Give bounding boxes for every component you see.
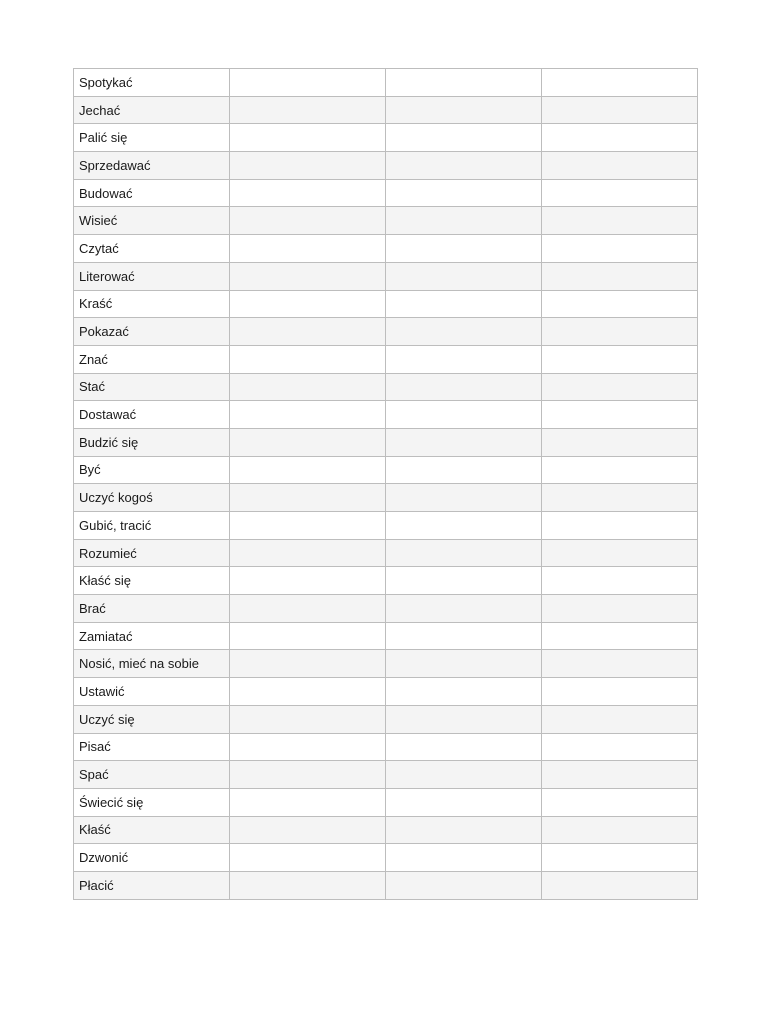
blank-answer-cell — [386, 345, 542, 373]
verb-cell: Czytać — [74, 235, 230, 263]
blank-answer-cell — [542, 512, 698, 540]
blank-answer-cell — [542, 844, 698, 872]
blank-answer-cell — [230, 595, 386, 623]
verb-cell: Jechać — [74, 96, 230, 124]
blank-answer-cell — [542, 207, 698, 235]
blank-answer-cell — [386, 650, 542, 678]
blank-answer-cell — [230, 152, 386, 180]
verb-cell: Palić się — [74, 124, 230, 152]
blank-answer-cell — [542, 622, 698, 650]
blank-answer-cell — [230, 761, 386, 789]
blank-answer-cell — [230, 650, 386, 678]
table-row — [74, 428, 698, 456]
blank-answer-cell — [230, 290, 386, 318]
blank-answer-cell — [230, 567, 386, 595]
blank-answer-cell — [386, 152, 542, 180]
blank-answer-cell — [386, 69, 542, 97]
table-row — [74, 235, 698, 263]
blank-answer-cell — [542, 318, 698, 346]
blank-answer-cell — [386, 235, 542, 263]
table-row — [74, 345, 698, 373]
blank-answer-cell — [542, 373, 698, 401]
blank-answer-cell — [230, 179, 386, 207]
blank-answer-cell — [542, 262, 698, 290]
blank-answer-cell — [386, 484, 542, 512]
verb-cell: Kłaść — [74, 816, 230, 844]
blank-answer-cell — [386, 290, 542, 318]
verb-cell: Pisać — [74, 733, 230, 761]
blank-answer-cell — [230, 69, 386, 97]
blank-answer-cell — [386, 622, 542, 650]
blank-answer-cell — [386, 262, 542, 290]
blank-answer-cell — [230, 207, 386, 235]
verb-cell: Kraść — [74, 290, 230, 318]
blank-answer-cell — [386, 207, 542, 235]
blank-answer-cell — [230, 871, 386, 899]
table-row — [74, 705, 698, 733]
blank-answer-cell — [542, 705, 698, 733]
verb-worksheet-table — [73, 68, 698, 900]
table-row — [74, 733, 698, 761]
blank-answer-cell — [386, 124, 542, 152]
blank-answer-cell — [386, 678, 542, 706]
blank-answer-cell — [230, 345, 386, 373]
blank-answer-cell — [542, 733, 698, 761]
blank-answer-cell — [542, 152, 698, 180]
blank-answer-cell — [542, 428, 698, 456]
blank-answer-cell — [386, 761, 542, 789]
blank-answer-cell — [230, 788, 386, 816]
verb-cell: Brać — [74, 595, 230, 623]
verb-cell: Budować — [74, 179, 230, 207]
blank-answer-cell — [230, 539, 386, 567]
blank-answer-cell — [542, 345, 698, 373]
blank-answer-cell — [230, 456, 386, 484]
verb-cell: Znać — [74, 345, 230, 373]
blank-answer-cell — [230, 262, 386, 290]
blank-answer-cell — [386, 401, 542, 429]
blank-answer-cell — [542, 179, 698, 207]
table-row — [74, 152, 698, 180]
verb-cell: Płacić — [74, 871, 230, 899]
verb-cell: Być — [74, 456, 230, 484]
blank-answer-cell — [542, 96, 698, 124]
blank-answer-cell — [230, 622, 386, 650]
table-row — [74, 761, 698, 789]
table-row — [74, 262, 698, 290]
blank-answer-cell — [230, 96, 386, 124]
table-row — [74, 373, 698, 401]
table-row — [74, 567, 698, 595]
blank-answer-cell — [230, 428, 386, 456]
table-row — [74, 622, 698, 650]
blank-answer-cell — [542, 69, 698, 97]
verb-cell: Nosić, mieć na sobie — [74, 650, 230, 678]
blank-answer-cell — [386, 96, 542, 124]
table-row — [74, 124, 698, 152]
blank-answer-cell — [542, 816, 698, 844]
blank-answer-cell — [230, 733, 386, 761]
blank-answer-cell — [386, 705, 542, 733]
blank-answer-cell — [230, 512, 386, 540]
verb-cell: Sprzedawać — [74, 152, 230, 180]
blank-answer-cell — [230, 373, 386, 401]
blank-answer-cell — [542, 788, 698, 816]
worksheet-body — [74, 69, 698, 900]
blank-answer-cell — [542, 567, 698, 595]
verb-cell: Spać — [74, 761, 230, 789]
table-row — [74, 318, 698, 346]
blank-answer-cell — [386, 733, 542, 761]
table-row — [74, 871, 698, 899]
blank-answer-cell — [230, 235, 386, 263]
blank-answer-cell — [230, 401, 386, 429]
blank-answer-cell — [386, 456, 542, 484]
table-row — [74, 650, 698, 678]
blank-answer-cell — [386, 318, 542, 346]
blank-answer-cell — [386, 428, 542, 456]
table-row — [74, 678, 698, 706]
verb-cell: Spotykać — [74, 69, 230, 97]
blank-answer-cell — [542, 484, 698, 512]
blank-answer-cell — [542, 678, 698, 706]
blank-answer-cell — [386, 512, 542, 540]
blank-answer-cell — [542, 871, 698, 899]
verb-cell: Gubić, tracić — [74, 512, 230, 540]
verb-cell: Uczyć kogoś — [74, 484, 230, 512]
blank-answer-cell — [386, 788, 542, 816]
blank-answer-cell — [386, 539, 542, 567]
blank-answer-cell — [230, 844, 386, 872]
table-row — [74, 207, 698, 235]
blank-answer-cell — [230, 318, 386, 346]
table-row — [74, 401, 698, 429]
blank-answer-cell — [386, 816, 542, 844]
table-row — [74, 484, 698, 512]
table-row — [74, 69, 698, 97]
verb-cell: Stać — [74, 373, 230, 401]
verb-cell: Pokazać — [74, 318, 230, 346]
blank-answer-cell — [230, 484, 386, 512]
table-row — [74, 595, 698, 623]
blank-answer-cell — [542, 235, 698, 263]
blank-answer-cell — [542, 595, 698, 623]
verb-cell: Świecić się — [74, 788, 230, 816]
blank-answer-cell — [542, 401, 698, 429]
blank-answer-cell — [542, 456, 698, 484]
verb-cell: Dzwonić — [74, 844, 230, 872]
verb-cell: Rozumieć — [74, 539, 230, 567]
blank-answer-cell — [230, 816, 386, 844]
blank-answer-cell — [386, 595, 542, 623]
verb-cell: Kłaść się — [74, 567, 230, 595]
blank-answer-cell — [230, 705, 386, 733]
blank-answer-cell — [230, 124, 386, 152]
table-row — [74, 788, 698, 816]
verb-cell: Budzić się — [74, 428, 230, 456]
table-row — [74, 96, 698, 124]
blank-answer-cell — [386, 871, 542, 899]
table-row — [74, 816, 698, 844]
blank-answer-cell — [386, 567, 542, 595]
verb-cell: Ustawić — [74, 678, 230, 706]
blank-answer-cell — [542, 761, 698, 789]
blank-answer-cell — [542, 290, 698, 318]
verb-cell: Zamiatać — [74, 622, 230, 650]
table-row — [74, 456, 698, 484]
verb-cell: Dostawać — [74, 401, 230, 429]
table-row — [74, 179, 698, 207]
blank-answer-cell — [230, 678, 386, 706]
blank-answer-cell — [386, 179, 542, 207]
table-row — [74, 512, 698, 540]
table-row — [74, 290, 698, 318]
verb-cell: Uczyć się — [74, 705, 230, 733]
verb-cell: Literować — [74, 262, 230, 290]
blank-answer-cell — [386, 844, 542, 872]
blank-answer-cell — [542, 650, 698, 678]
table-row — [74, 539, 698, 567]
table-row — [74, 844, 698, 872]
blank-answer-cell — [386, 373, 542, 401]
verb-cell: Wisieć — [74, 207, 230, 235]
blank-answer-cell — [542, 539, 698, 567]
blank-answer-cell — [542, 124, 698, 152]
